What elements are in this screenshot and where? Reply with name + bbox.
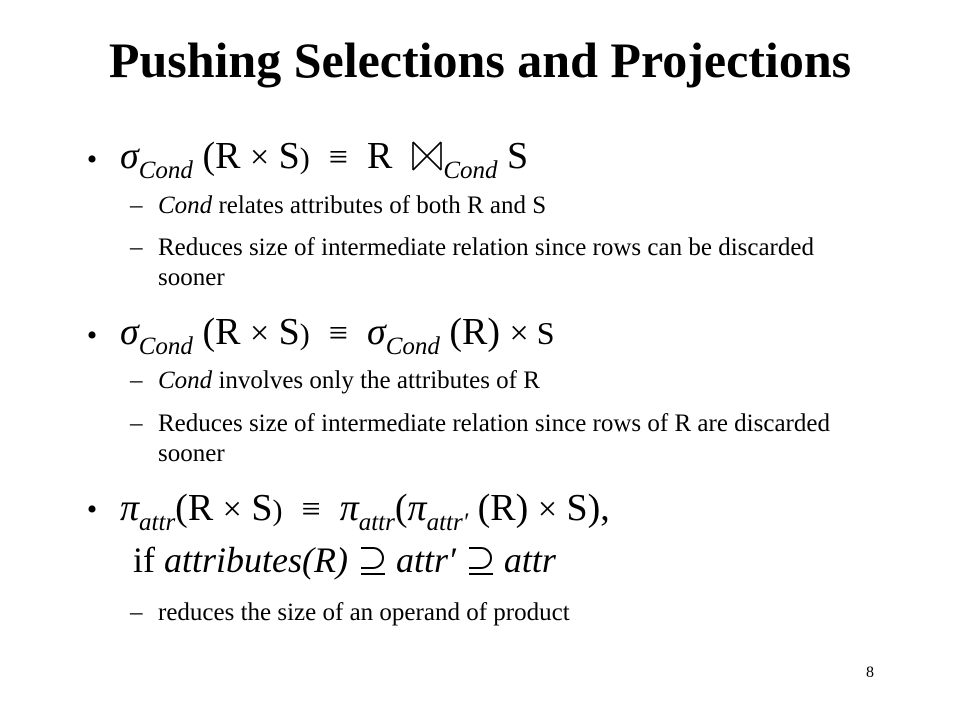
bullet-1: • bbox=[86, 143, 98, 176]
pi-symbol: π bbox=[120, 487, 140, 529]
condition-lhs: attributes(R) bbox=[164, 540, 348, 580]
note-item bbox=[130, 233, 870, 293]
pi-symbol: π bbox=[339, 487, 359, 529]
condition-line bbox=[133, 538, 556, 588]
formula-subscript: attr′ bbox=[426, 509, 469, 536]
note-item bbox=[130, 191, 870, 221]
formula-subscript: Cond bbox=[138, 333, 193, 360]
formula-text: (R) bbox=[449, 311, 510, 353]
formula-text: S bbox=[269, 135, 300, 177]
note-emphasis: Cond bbox=[158, 192, 213, 219]
formula-text: ), bbox=[587, 487, 610, 529]
times-symbol: × bbox=[537, 491, 557, 528]
formula-subscript: Cond bbox=[138, 157, 193, 184]
superset-eq-icon bbox=[465, 544, 495, 588]
times-symbol: × bbox=[249, 315, 270, 352]
formula-text: S bbox=[269, 311, 300, 353]
note-text: Reduces size of intermediate relation since rows of R are discarded sooner bbox=[158, 410, 830, 467]
dash-glyph: – bbox=[130, 367, 143, 394]
equiv-symbol: ≡ bbox=[328, 315, 348, 352]
formula-3 bbox=[120, 486, 610, 535]
note-item bbox=[130, 409, 870, 469]
formula-text: S bbox=[528, 315, 555, 351]
condition-rhs: attr bbox=[503, 540, 556, 580]
formula-text: ) bbox=[272, 494, 283, 527]
note-item bbox=[130, 598, 870, 628]
formula-subscript: attr bbox=[139, 509, 176, 536]
formula-text: S bbox=[241, 487, 273, 529]
slide-title: Pushing Selections and Projections bbox=[108, 32, 852, 88]
page-number: 8 bbox=[866, 664, 874, 681]
note-emphasis: Cond bbox=[158, 367, 213, 394]
note-text: reduces the size of an operand of product bbox=[158, 599, 570, 626]
equiv-symbol: ≡ bbox=[301, 491, 321, 528]
formula-1 bbox=[120, 134, 528, 183]
dash-glyph: – bbox=[130, 410, 143, 437]
if-keyword: if bbox=[133, 540, 155, 580]
sigma-symbol: σ bbox=[366, 311, 386, 353]
formula-text: (R bbox=[175, 487, 223, 529]
join-subscript: Cond bbox=[443, 157, 498, 184]
formula-text: R bbox=[366, 135, 393, 177]
formula-text: (R bbox=[202, 135, 250, 177]
condition-mid: attr′ bbox=[395, 540, 456, 580]
formula-text: S bbox=[557, 487, 588, 529]
note-text: Reduces size of intermediate relation since rows can be discarded sooner bbox=[158, 234, 814, 291]
dash-glyph: – bbox=[130, 192, 143, 219]
times-symbol: × bbox=[249, 139, 270, 176]
formula-text: ) bbox=[299, 142, 310, 175]
bullet-3: • bbox=[86, 493, 98, 526]
formula-text: (R bbox=[202, 311, 250, 353]
times-symbol: × bbox=[509, 315, 529, 352]
pi-symbol: π bbox=[407, 487, 427, 529]
formula-text: ( bbox=[394, 487, 408, 529]
superset-eq-icon bbox=[357, 544, 387, 588]
sigma-symbol: σ bbox=[120, 311, 139, 353]
formula-text: (R) bbox=[468, 487, 538, 529]
formula-subscript: Cond bbox=[385, 333, 440, 360]
dash-glyph: – bbox=[130, 599, 143, 626]
bullet-2: • bbox=[86, 319, 98, 352]
equiv-symbol: ≡ bbox=[328, 139, 348, 176]
times-symbol: × bbox=[222, 491, 242, 528]
formula-text: ) bbox=[299, 318, 310, 351]
sigma-symbol: σ bbox=[120, 135, 139, 177]
dash-glyph: – bbox=[130, 234, 143, 261]
formula-text: S bbox=[507, 135, 529, 177]
note-text: relates attributes of both R and S bbox=[212, 192, 547, 219]
join-icon bbox=[411, 138, 443, 182]
note-text: involves only the attributes of R bbox=[212, 367, 540, 394]
formula-2 bbox=[120, 310, 555, 359]
note-item bbox=[130, 366, 870, 396]
formula-subscript: attr bbox=[358, 509, 395, 536]
